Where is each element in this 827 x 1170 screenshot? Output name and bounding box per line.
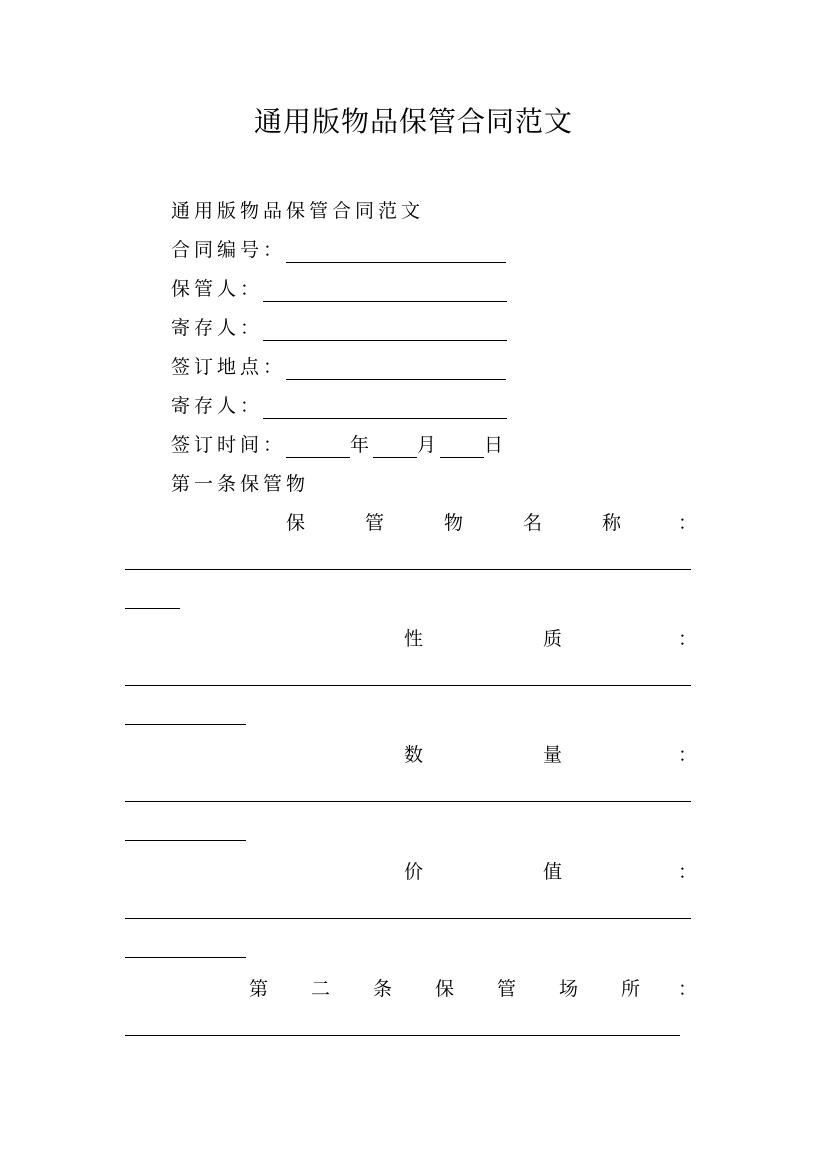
item-name-line [0, 511, 827, 535]
custodian-blank[interactable] [263, 278, 507, 302]
item-name-blank-line-2[interactable] [125, 608, 180, 609]
article2-colon: ： [678, 978, 698, 1000]
sign-place-row [171, 355, 506, 379]
quantity-blank-line-2[interactable] [125, 840, 246, 841]
year-blank[interactable] [286, 434, 350, 458]
item-name-char: 管 [365, 512, 385, 534]
depositor-row [171, 316, 507, 340]
item-name-blank-line-1[interactable] [125, 569, 691, 570]
sign-time-row [171, 433, 507, 457]
sign-place-blank[interactable] [286, 356, 506, 380]
contract-number-row [171, 238, 506, 262]
nature-line [0, 627, 827, 651]
value-colon: ： [678, 861, 698, 883]
quantity-line [0, 743, 827, 767]
article2-blank-line-1[interactable] [125, 1035, 680, 1036]
quantity-colon: ： [678, 744, 698, 766]
depositor-blank[interactable] [263, 317, 507, 341]
sign-time-label: 签订时间： [171, 434, 287, 456]
item-name-char: 名 [523, 512, 543, 534]
nature-blank-line-2[interactable] [125, 724, 246, 725]
value-line [0, 860, 827, 884]
item-name-char: 保 [286, 512, 306, 534]
article2-place-line [0, 977, 827, 1001]
quantity-char: 数 [404, 744, 424, 766]
nature-char: 质 [543, 628, 563, 650]
day-blank[interactable] [440, 434, 484, 458]
depositor-row-2 [171, 394, 507, 418]
article1-heading-text: 第一条保管物 [171, 473, 310, 495]
year-label: 年 [350, 434, 374, 456]
intro-title [171, 199, 424, 223]
nature-blank-line-1[interactable] [125, 685, 691, 686]
item-name-colon: ： [678, 512, 698, 534]
contract-number-label: 合同编号： [171, 239, 287, 261]
article2-char: 二 [311, 978, 331, 1000]
depositor-label: 寄存人： [171, 317, 264, 339]
nature-colon: ： [678, 628, 698, 650]
item-name-char: 物 [444, 512, 464, 534]
day-label: 日 [484, 434, 508, 456]
article2-char: 所 [621, 978, 641, 1000]
sign-place-label: 签订地点： [171, 356, 287, 378]
quantity-char: 量 [543, 744, 563, 766]
intro-title-text: 通用版物品保管合同范文 [171, 200, 425, 222]
article2-char: 场 [559, 978, 579, 1000]
depositor-blank-2[interactable] [263, 395, 507, 419]
custodian-row [171, 277, 507, 301]
article1-heading [171, 472, 309, 496]
article2-char: 条 [373, 978, 393, 1000]
value-char: 价 [404, 861, 424, 883]
article2-char: 第 [249, 978, 269, 1000]
quantity-blank-line-1[interactable] [125, 801, 691, 802]
article2-char: 管 [497, 978, 517, 1000]
document-title: 通用版物品保管合同范文 [253, 105, 573, 138]
value-char: 值 [543, 861, 563, 883]
article2-char: 保 [435, 978, 455, 1000]
depositor-label-2: 寄存人： [171, 395, 264, 417]
custodian-label: 保管人： [171, 278, 264, 300]
value-blank-line-1[interactable] [125, 918, 691, 919]
item-name-char: 称 [602, 512, 622, 534]
month-label: 月 [417, 434, 441, 456]
nature-char: 性 [404, 628, 424, 650]
contract-number-blank[interactable] [286, 239, 506, 263]
month-blank[interactable] [373, 434, 417, 458]
value-blank-line-2[interactable] [125, 957, 246, 958]
